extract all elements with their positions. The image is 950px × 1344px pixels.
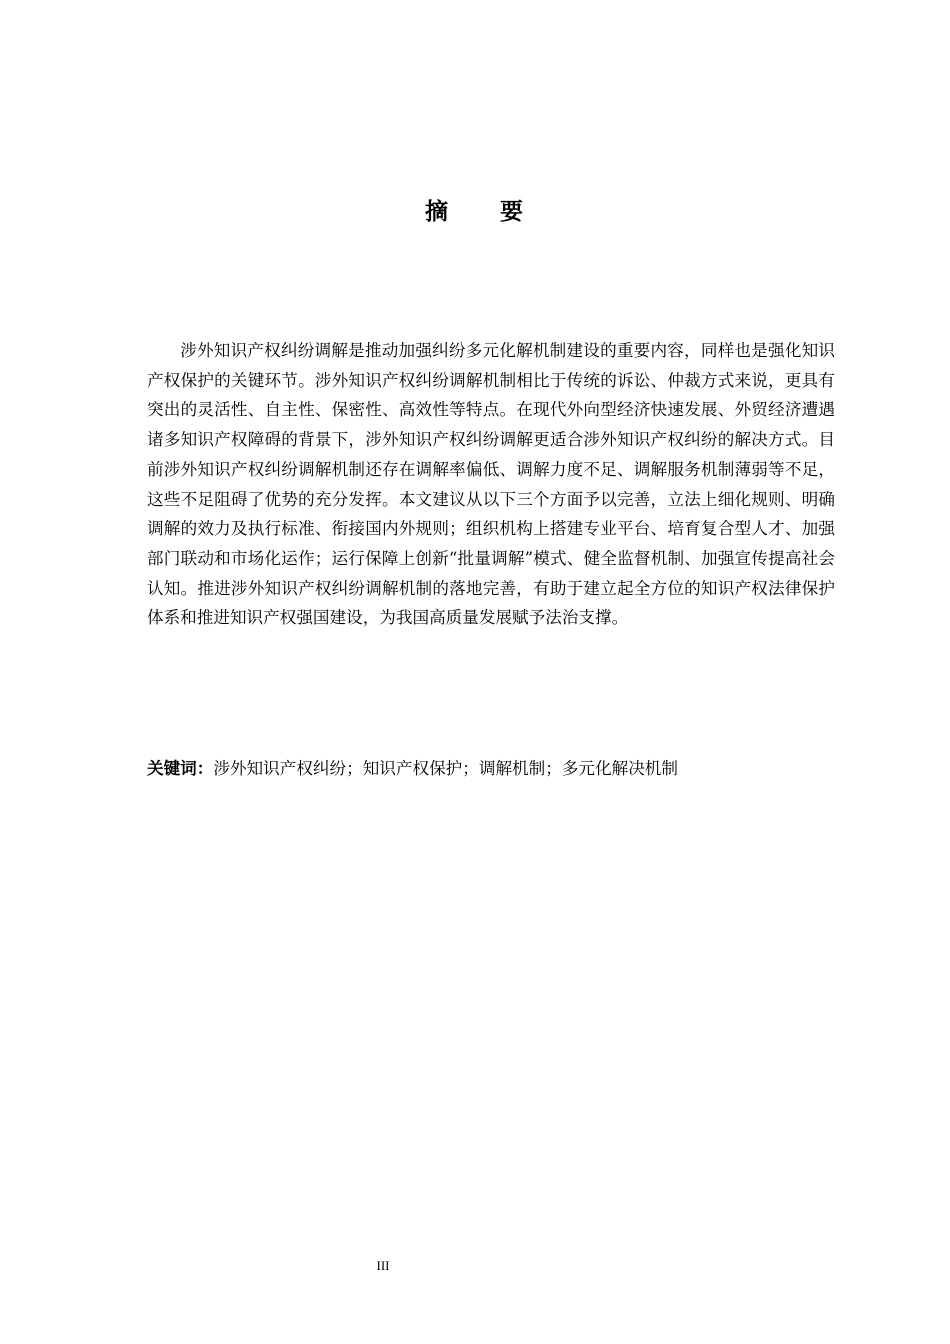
page-title: 摘 要 (424, 199, 545, 225)
abstract-paragraph: 涉外知识产权纠纷调解是推动加强纠纷多元化解机制建设的重要内容，同样也是强化知识产权保护的关键环节。涉外知识产权纠纷调解机制相比于传统的诉讼、仲裁方式来说，更具有突出的灵活性、自主性、保密性、高效性等特点。在现代外向型经济快速发展、外贸经济遭遇诸多知识产权障碍的背景下，涉外知识产权纠纷调解更适合涉外知识产权纠纷的解决方式。目前涉外知识产权纠纷调解机制还存在调解率偏低、调解力度不足、调解服务机制薄弱等不足，这些不足阻碍了优势的充分发挥。本文建议从以下三个方面予以完善，立法上细化规则、明确调解的效力及执行标准、衔接国内外规则；组织机构上搭建专业平台、培育复合型人才、加强部门联动和市场化运作；运行保障上创新“批量调解”模式、健全监督机制、加强宣传提高社会认知。推进涉外知识产权纠纷调解机制的落地完善，有助于建立起全方位的知识产权法律保护体系和推进知识产权强国建设，为我国高质量发展赋予法治支撑。 (147, 341, 835, 628)
keywords-text: 涉外知识产权纠纷；知识产权保护；调解机制；多元化解决机制 (213, 759, 678, 778)
keywords-line (147, 756, 835, 782)
page-number: III (376, 1258, 390, 1273)
keywords-label: 关键词： (147, 759, 214, 778)
